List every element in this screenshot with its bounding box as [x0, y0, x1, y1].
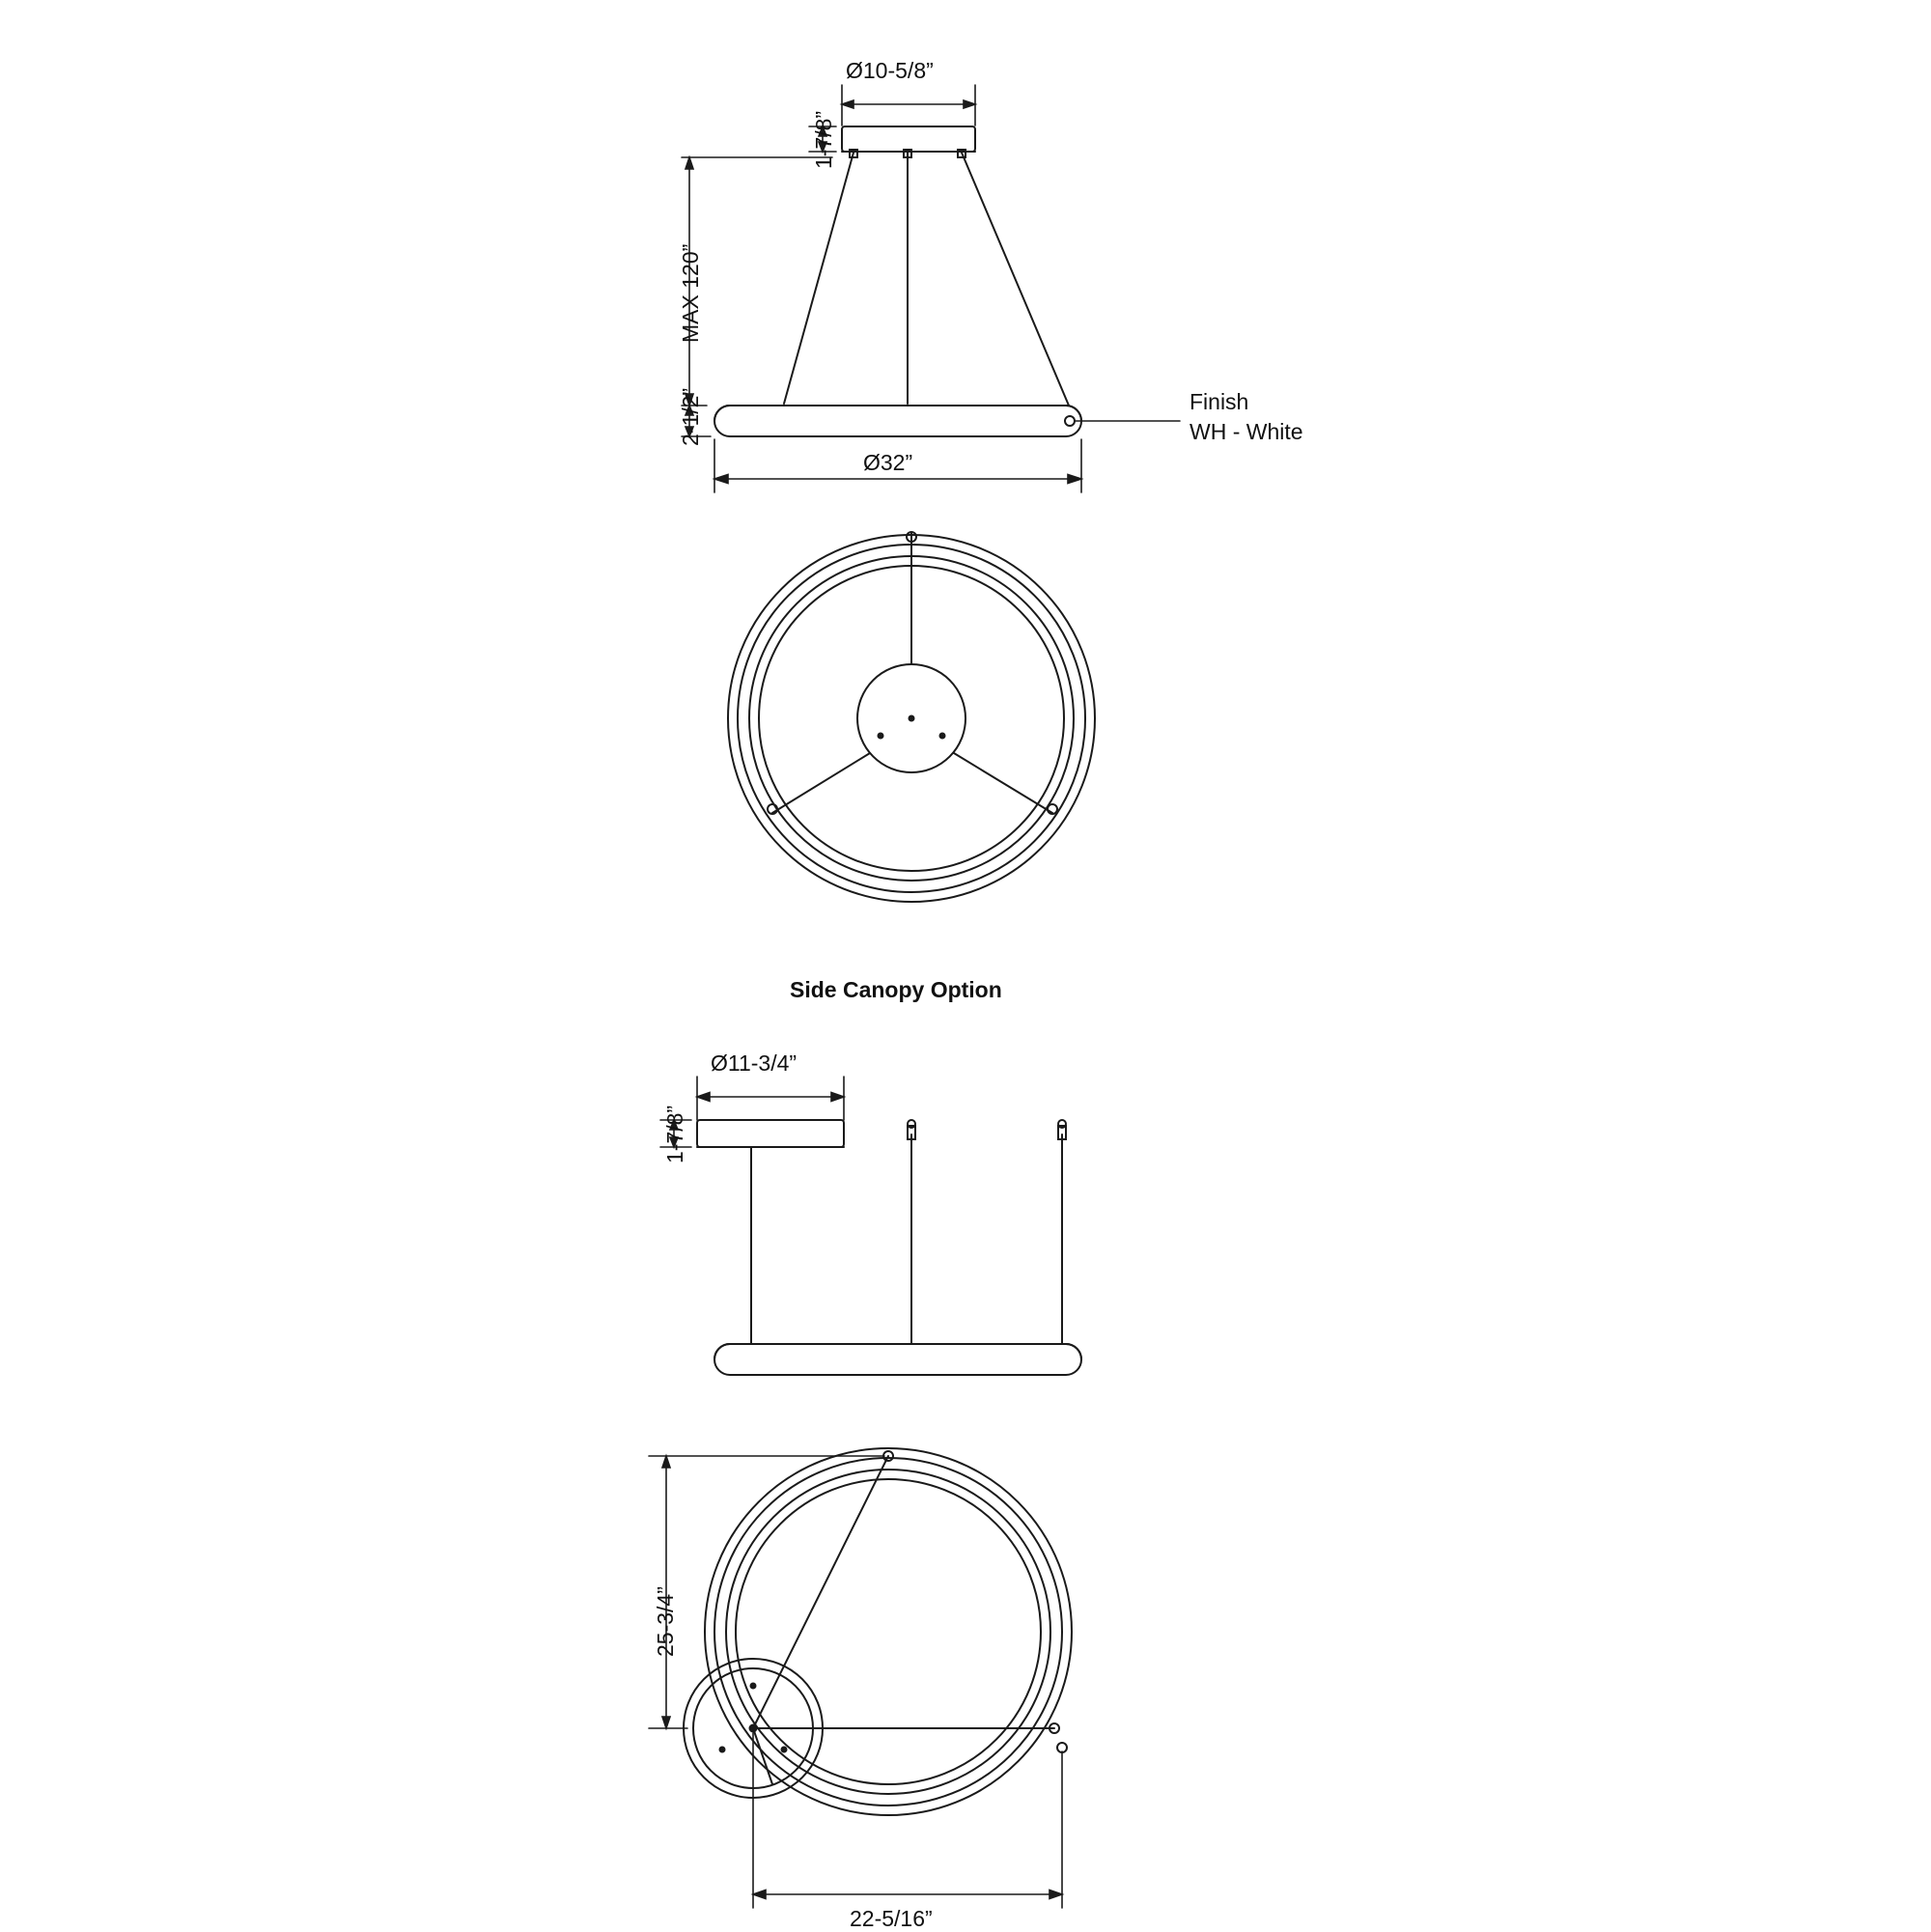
dim-side-plan-vertical: [649, 1456, 884, 1728]
canopy-top-view1: [842, 126, 975, 152]
label-max-drop: MAX 120”: [678, 243, 703, 343]
label-side-plan-vertical: 25-3/4”: [653, 1586, 678, 1657]
label-canopy-diameter-side: Ø11-3/4”: [711, 1050, 798, 1076]
suspension-cables-side-option: [751, 1120, 1066, 1344]
heading-side-canopy-option: Side Canopy Option: [790, 977, 1002, 1002]
dim-side-plan-horizontal: [753, 1733, 1062, 1908]
label-canopy-height-top: 1-7/8”: [811, 110, 836, 169]
label-finish-value: WH - White: [1189, 419, 1303, 444]
dim-max-drop: [682, 157, 832, 406]
ring-profile-side-option: [714, 1344, 1081, 1375]
label-ring-diameter: Ø32”: [863, 450, 913, 475]
dim-canopy-diameter-side: [697, 1077, 844, 1120]
canopy-side-option: [697, 1120, 844, 1147]
plan-view-ring-center: [728, 532, 1095, 902]
label-canopy-diameter-top: Ø10-5/8”: [846, 58, 934, 83]
ring-profile-view1: [714, 406, 1081, 436]
label-finish-title: Finish: [1189, 389, 1249, 414]
label-canopy-height-side: 1-7/8”: [662, 1105, 687, 1163]
label-side-plan-horizontal: 22-5/16”: [850, 1906, 933, 1931]
label-ring-thickness: 2-1/2”: [678, 387, 703, 446]
plan-view-side-canopy: [684, 1448, 1072, 1815]
dim-canopy-diameter-top: [842, 85, 975, 126]
suspension-cables-view1: [784, 150, 1069, 406]
